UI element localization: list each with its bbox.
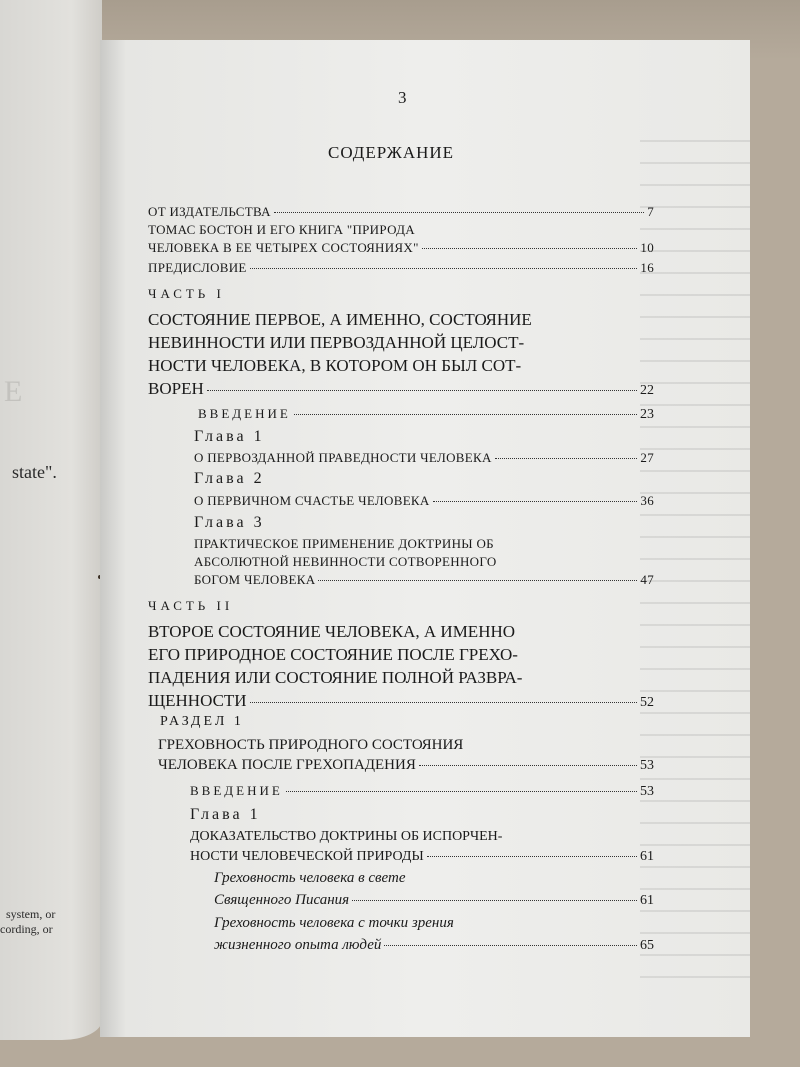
entry-page: 10 [640, 240, 654, 255]
entry-title: ОТ ИЗДАТЕЛЬСТВА [148, 204, 271, 219]
entry-page: 7 [647, 204, 654, 219]
entry-title: ЕГО ПРИРОДНОЕ СОСТОЯНИЕ ПОСЛЕ ГРЕХО- [148, 645, 518, 664]
page-number: 3 [398, 88, 407, 107]
toc-entry-intro[interactable] [198, 405, 654, 424]
entry-title: ЩЕННОСТИ [148, 691, 247, 710]
toc-entry-ch1[interactable] [194, 449, 654, 467]
entry-title: СОСТОЯНИЕ ПЕРВОЕ, А ИМЕННО, СОСТОЯНИЕ [148, 310, 532, 329]
left-page-fragment: state". [12, 462, 57, 482]
dot-leader [207, 390, 637, 391]
entry-title: О ПЕРВИЧНОМ СЧАСТЬЕ ЧЕЛОВЕКА [194, 493, 430, 508]
toc-entry-ch3[interactable] [194, 535, 654, 589]
entry-title: ВВЕДЕНИЕ [198, 406, 291, 421]
dot-leader [286, 791, 637, 792]
chapter-label: Глава 1 [190, 806, 261, 823]
entry-title: Греховность человека в свете [214, 870, 406, 886]
entry-page: 47 [640, 572, 654, 587]
toc-entry-section1[interactable] [158, 735, 654, 776]
chapter-label: Глава 2 [194, 470, 265, 487]
entry-page: 61 [640, 849, 654, 864]
toc-entry-part1[interactable] [148, 308, 654, 402]
entry-title: НОСТИ ЧЕЛОВЕКА, В КОТОРОМ ОН БЫЛ СОТ- [148, 356, 522, 375]
entry-title: Греховность человека с точки зрения [214, 915, 454, 931]
entry-title: ПРАКТИЧЕСКОЕ ПРИМЕНЕНИЕ ДОКТРИНЫ ОБ [194, 536, 494, 551]
entry-page: 23 [640, 407, 654, 422]
page-title: СОДЕРЖАНИЕ [328, 143, 455, 162]
entry-page: 16 [640, 260, 654, 275]
toc-entry-publisher[interactable] [148, 203, 654, 221]
toc-entry-section-ch1[interactable] [190, 827, 654, 867]
entry-page: 22 [640, 383, 654, 398]
dot-leader [433, 501, 638, 502]
entry-title: жизненного опыта людей [214, 937, 382, 953]
entry-title: ЧЕЛОВЕКА В ЕЕ ЧЕТЫРЕХ СОСТОЯНИЯХ" [148, 240, 419, 255]
entry-title: ЧЕЛОВЕКА ПОСЛЕ ГРЕХОПАДЕНИЯ [158, 757, 416, 773]
entry-title: ГРЕХОВНОСТЬ ПРИРОДНОГО СОСТОЯНИЯ [158, 737, 464, 753]
entry-title: АБСОЛЮТНОЙ НЕВИННОСТИ СОТВОРЕННОГО [194, 554, 497, 569]
dot-leader [250, 268, 638, 269]
dot-leader [274, 212, 644, 213]
part-label: ЧАСТЬ II [148, 598, 234, 613]
show-through-text [640, 140, 750, 990]
entry-page: 53 [640, 758, 654, 773]
chapter-label: Глава 3 [194, 514, 265, 531]
left-page-fragment: cording, or [0, 922, 53, 936]
entry-page: 65 [640, 938, 654, 953]
dot-leader [294, 414, 637, 415]
entry-page: 36 [640, 493, 654, 508]
dot-leader [352, 900, 637, 901]
dot-leader [250, 702, 637, 703]
toc-entry-preface[interactable] [148, 259, 654, 277]
faded-letter: E [4, 375, 23, 408]
left-page-fragment: system, or [6, 907, 56, 921]
entry-title: ПАДЕНИЯ ИЛИ СОСТОЯНИЕ ПОЛНОЙ РАЗВРА- [148, 668, 523, 687]
chapter-label: Глава 1 [194, 428, 265, 445]
toc-entry-subsection[interactable] [214, 867, 654, 912]
dot-leader [318, 580, 637, 581]
entry-page: 61 [640, 893, 654, 908]
entry-title: БОГОМ ЧЕЛОВЕКА [194, 572, 316, 587]
entry-title: ТОМАС БОСТОН И ЕГО КНИГА "ПРИРОДА [148, 222, 415, 237]
left-page [0, 0, 102, 1040]
dot-leader [419, 765, 637, 766]
entry-page: 27 [640, 450, 654, 465]
entry-page: 52 [640, 695, 654, 710]
entry-title: ПРЕДИСЛОВИЕ [148, 260, 247, 275]
toc-entry-part2[interactable] [148, 620, 654, 714]
toc-entry-section-intro[interactable] [190, 782, 654, 801]
entry-title: ВТОРОЕ СОСТОЯНИЕ ЧЕЛОВЕКА, А ИМЕННО [148, 622, 516, 641]
toc-entry-subsection[interactable] [214, 912, 654, 957]
toc-entry-ch2[interactable] [194, 492, 654, 510]
toc-entry-boston[interactable] [148, 221, 654, 257]
section-label: РАЗДЕЛ 1 [160, 714, 244, 729]
dot-leader [427, 856, 637, 857]
entry-title: НОСТИ ЧЕЛОВЕЧЕСКОЙ ПРИРОДЫ [190, 849, 424, 864]
entry-page: 53 [640, 784, 654, 799]
entry-title: О ПЕРВОЗДАННОЙ ПРАВЕДНОСТИ ЧЕЛОВЕКА [194, 450, 492, 465]
entry-title: ДОКАЗАТЕЛЬСТВО ДОКТРИНЫ ОБ ИСПОРЧЕН- [190, 829, 503, 844]
entry-title: НЕВИННОСТИ ИЛИ ПЕРВОЗДАННОЙ ЦЕЛОСТ- [148, 333, 525, 352]
dot-leader [422, 248, 638, 249]
dot-leader [384, 945, 637, 946]
right-page [100, 40, 750, 1037]
part-label: ЧАСТЬ I [148, 286, 225, 301]
dot-leader [495, 458, 638, 459]
entry-title: ВВЕДЕНИЕ [190, 783, 283, 798]
entry-title: ВОРЕН [148, 379, 204, 398]
entry-title: Священного Писания [214, 892, 350, 908]
